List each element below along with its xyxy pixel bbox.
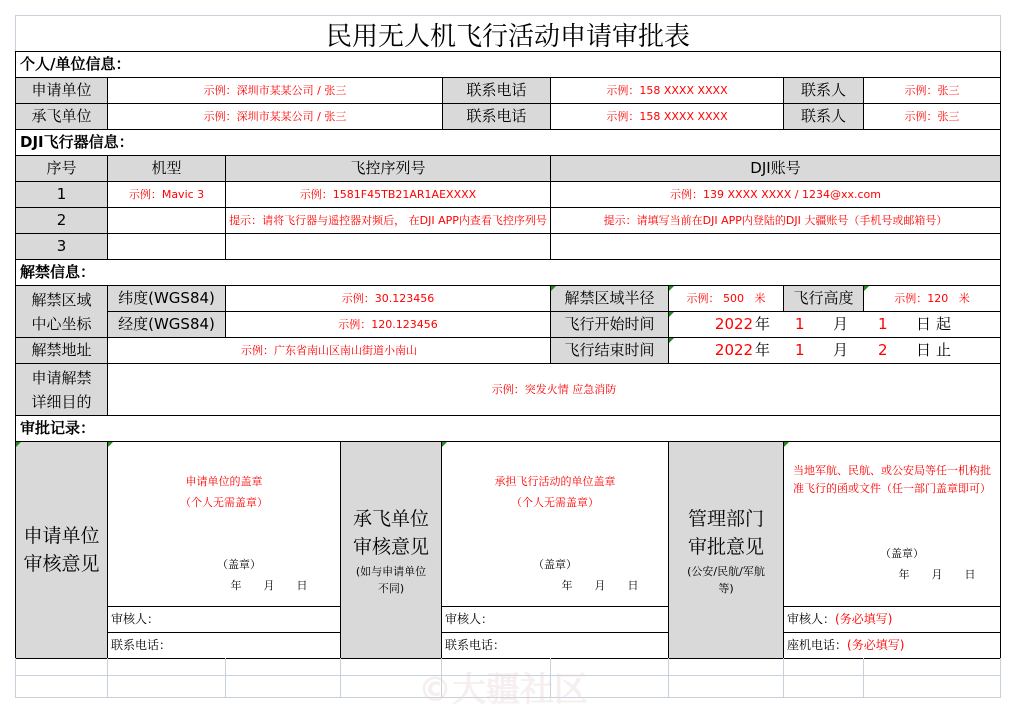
end-suffix: 止: [936, 341, 952, 360]
aircraft-row-no: 1: [15, 181, 108, 208]
authority-approval-note-2: 等): [718, 581, 734, 595]
address-field[interactable]: 示例：广东省南山区南山街道小南山: [107, 337, 551, 364]
aircraft-account-field[interactable]: 示例：139 XXXX XXXX / 1234@xx.com: [550, 181, 1001, 208]
applicant-phone-field[interactable]: 联系电话：: [107, 632, 341, 659]
aircraft-serial-field[interactable]: 提示：请将飞行器与遥控器对频后， 在DJI APP内查看飞控序列号: [225, 207, 551, 234]
purpose-label: [15, 363, 108, 416]
applicant-contact-label: 联系人: [783, 77, 864, 104]
applicant-phone-field[interactable]: 示例：158 XXXX XXXX: [550, 77, 784, 104]
grid-cell: [15, 675, 108, 698]
applicant-approval-label: [15, 441, 108, 659]
applicant-field[interactable]: 示例：深圳市某某公司 / 张三: [107, 77, 443, 104]
applicant-date: 年 月 日: [230, 578, 308, 592]
start-month-unit: 月: [833, 315, 849, 334]
grid-cell: [668, 675, 784, 698]
operator-approval-note: (如与申请单位: [355, 564, 427, 578]
authority-seal-label: （盖章）: [880, 547, 924, 561]
end-year-unit: 年: [755, 341, 771, 360]
applicant-seal-hint: 申请单位的盖章: [185, 475, 263, 488]
operator-seal-hint: 承担飞行活动的单位盖章: [494, 475, 616, 488]
aircraft-serial-field[interactable]: 示例：1581F45TB21AR1AEXXXX: [225, 181, 551, 208]
operator-seal-label: （盖章）: [533, 557, 577, 571]
start-year: 2022: [714, 315, 754, 334]
radius-field[interactable]: [668, 285, 784, 312]
operator-seal-hint-2: （个人无需盖章）: [511, 495, 599, 509]
applicant-reviewer-field[interactable]: 审核人：: [107, 606, 341, 633]
center-coord-label: [15, 285, 108, 338]
operator-approval-label: [340, 441, 442, 659]
grid-cell: [107, 658, 226, 676]
applicant-approval-label-line2: 审核意见: [23, 553, 100, 575]
operator-reviewer-field[interactable]: 审核人：: [441, 606, 669, 633]
start-month: 1: [795, 315, 805, 334]
applicant-approval-label-line1: 申请单位: [23, 524, 100, 547]
radius-unit: 米: [754, 291, 766, 305]
applicant-seal-label: （盖章）: [217, 557, 261, 571]
address-label: 解禁地址: [15, 337, 108, 364]
start-day: 1: [878, 315, 888, 334]
aircraft-row-no: 2: [15, 207, 108, 234]
col-header-serial: 飞控序列号: [225, 155, 551, 182]
end-day-unit: 日: [916, 341, 932, 360]
col-header-model: 机型: [107, 155, 226, 182]
authority-approval-label: [668, 441, 784, 659]
operator-seal-area[interactable]: [441, 441, 669, 607]
section-header-unlock: 解禁信息：: [15, 259, 1001, 286]
operator-field[interactable]: 示例：深圳市某某公司 / 张三: [107, 103, 443, 130]
col-header-account: DJI账号: [550, 155, 1001, 182]
col-header-no: 序号: [15, 155, 108, 182]
authority-approval-label-line2: 审批意见: [687, 536, 764, 559]
start-time-field[interactable]: [668, 311, 1001, 338]
applicant-seal-hint-2: （个人无需盖章）: [180, 495, 268, 509]
latitude-label: 纬度(WGS84): [107, 285, 226, 312]
grid-cell: [225, 658, 341, 676]
aircraft-row-no: 3: [15, 233, 108, 260]
operator-approval-label-line1: 承飞单位: [352, 507, 429, 530]
start-time-label: 飞行开始时间: [550, 311, 669, 338]
end-month: 1: [795, 341, 805, 360]
longitude-field[interactable]: 示例：120.123456: [225, 311, 551, 338]
authority-seal-area[interactable]: [783, 441, 1001, 607]
operator-phone-field[interactable]: 示例：158 XXXX XXXX: [550, 103, 784, 130]
operator-contact-label: 联系人: [783, 103, 864, 130]
end-day: 2: [878, 341, 888, 360]
grid-cell: [863, 658, 1001, 676]
end-time-label: 飞行结束时间: [550, 337, 669, 364]
aircraft-model-field[interactable]: [107, 207, 226, 234]
authority-reviewer-field[interactable]: [783, 606, 1001, 633]
applicant-phone-label: 联系电话: [442, 77, 551, 104]
authority-reviewer-hint: (务必填写): [835, 612, 893, 626]
operator-phone-field[interactable]: 联系电话：: [441, 632, 669, 659]
operator-approval-label-line2: 审核意见: [352, 536, 429, 559]
grid-cell: [668, 658, 784, 676]
aircraft-account-field[interactable]: 提示：请填写当前在DJI APP内登陆的DJI 大疆账号（手机号或邮箱号）: [550, 207, 1001, 234]
start-year-unit: 年: [755, 315, 771, 334]
center-coord-label-line2: 中心坐标: [31, 314, 92, 333]
operator-approval-note-2: 不同): [377, 581, 405, 595]
purpose-label-line2: 详细目的: [31, 392, 92, 411]
section-header-approval: 审批记录：: [15, 415, 1001, 442]
height-value: 示例：120: [894, 291, 949, 305]
watermark: ©大疆社区: [418, 670, 588, 710]
purpose-field[interactable]: 示例：突发火情 应急消防: [107, 363, 1001, 416]
operator-contact-field[interactable]: 示例：张三: [863, 103, 1001, 130]
authority-reviewer-label: 审核人：: [787, 612, 836, 626]
grid-cell: [783, 675, 864, 698]
authority-seal-hint: 当地军航、民航、或公安局等任一机构批准飞行的函或文件（任一部门盖章即可）: [793, 464, 991, 495]
latitude-field[interactable]: 示例：30.123456: [225, 285, 551, 312]
grid-cell: [863, 675, 1001, 698]
authority-phone-hint: (务必填写): [847, 638, 905, 652]
height-label: 飞行高度: [783, 285, 864, 312]
end-time-field[interactable]: [668, 337, 1001, 364]
section-header-aircraft: DJI飞行器信息：: [15, 129, 1001, 156]
aircraft-account-field[interactable]: [550, 233, 1001, 260]
radius-value: 示例： 500: [686, 291, 744, 305]
start-suffix: 起: [936, 315, 952, 334]
applicant-label: 申请单位: [15, 77, 108, 104]
aircraft-model-field[interactable]: 示例：Mavic 3: [107, 181, 226, 208]
operator-date: 年 月 日: [561, 578, 639, 592]
grid-cell: [15, 658, 108, 676]
applicant-contact-field[interactable]: 示例：张三: [863, 77, 1001, 104]
purpose-label-line1: 申请解禁: [31, 368, 92, 387]
longitude-label: 经度(WGS84): [107, 311, 226, 338]
form-title: 民用无人机飞行活动申请审批表: [15, 15, 1001, 52]
aircraft-model-field[interactable]: [107, 233, 226, 260]
operator-label: 承飞单位: [15, 103, 108, 130]
grid-cell: [107, 675, 226, 698]
authority-date: 年 月 日: [898, 567, 976, 581]
authority-approval-note: (公安/民航/军航: [687, 564, 765, 578]
end-year: 2022: [714, 341, 754, 360]
section-header-personal: 个人/单位信息：: [15, 51, 1001, 78]
authority-approval-label-line1: 管理部门: [687, 507, 764, 530]
applicant-seal-area[interactable]: [107, 441, 341, 607]
start-day-unit: 日: [916, 315, 932, 334]
height-unit: 米: [958, 291, 970, 305]
radius-label: 解禁区域半径: [550, 285, 669, 312]
grid-cell: [225, 675, 341, 698]
authority-phone-field[interactable]: [783, 632, 1001, 659]
center-coord-label-line1: 解禁区域: [31, 290, 92, 309]
authority-phone-label: 座机电话：: [787, 638, 848, 652]
end-month-unit: 月: [833, 341, 849, 360]
operator-phone-label: 联系电话: [442, 103, 551, 130]
aircraft-serial-field[interactable]: [225, 233, 551, 260]
height-field[interactable]: [863, 285, 1001, 312]
grid-cell: [783, 658, 864, 676]
